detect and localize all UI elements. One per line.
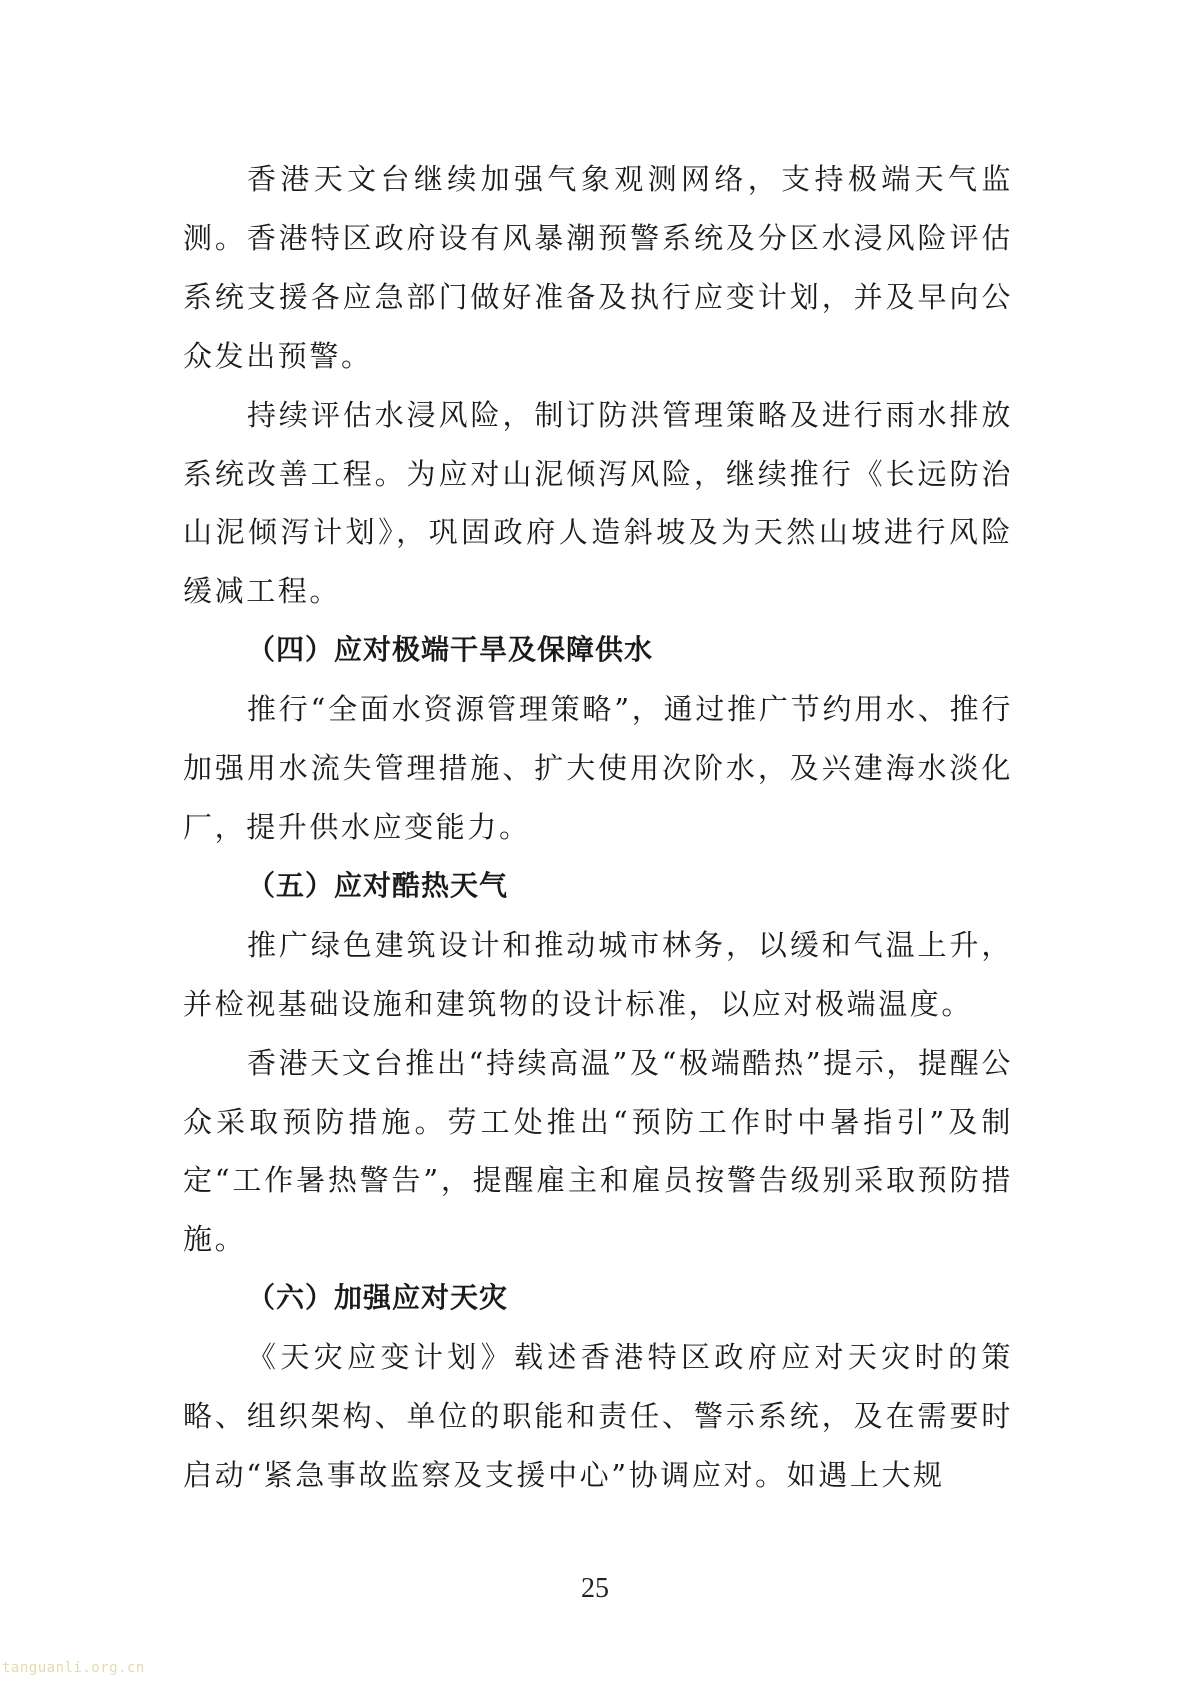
section-heading-heat: （五）应对酷热天气 xyxy=(247,868,509,902)
paragraph-disaster-plan: 《天灾应变计划》载述香港特区政府应对天灾时的策略、组织架构、单位的职能和责任、警示系统，及在需要时启动“紧急事故监察及支援中心”协调应对。如遇上大规 xyxy=(183,1340,1013,1492)
paragraph-water-management: 推行“全面水资源管理策略”，通过推广节约用水、推行加强用水流失管理措施、扩大使用次阶水，及兴建海水淡化厂，提升供水应变能力。 xyxy=(183,692,1013,844)
paragraph-flood-landslide: 持续评估水浸风险，制订防洪管理策略及进行雨水排放系统改善工程。为应对山泥倾泻风险，继续推行《长远防治山泥倾泻计划》，巩固政府人造斜坡及为天然山坡进行风险缓减工程。 xyxy=(183,397,1013,609)
section-heading-disaster: （六）加强应对天灾 xyxy=(247,1281,509,1315)
paragraph-heat-warnings: 香港天文台推出“持续高温”及“极端酷热”提示，提醒公众采取预防措施。劳工处推出“预防工作时中暑指引”及制定“工作暑热警告”，提醒雇主和雇员按警告级别采取预防措施。 xyxy=(183,1045,1013,1257)
paragraph-green-building: 推广绿色建筑设计和推动城市林务，以缓和气温上升，并检视基础设施和建筑物的设计标准，以应对极端温度。 xyxy=(183,927,1013,1021)
watermark-url: tanguanli.org.cn xyxy=(2,1660,145,1676)
page-number: 25 xyxy=(581,1573,609,1604)
paragraph-observatory-monitoring: 香港天文台继续加强气象观测网络，支持极端天气监测。香港特区政府设有风暴潮预警系统及分区水浸风险评估系统支援各应急部门做好准备及执行应变计划，并及早向公众发出预警。 xyxy=(183,162,1013,373)
section-heading-drought: （四）应对极端干旱及保障供水 xyxy=(247,633,654,667)
body-text xyxy=(183,150,1013,1505)
